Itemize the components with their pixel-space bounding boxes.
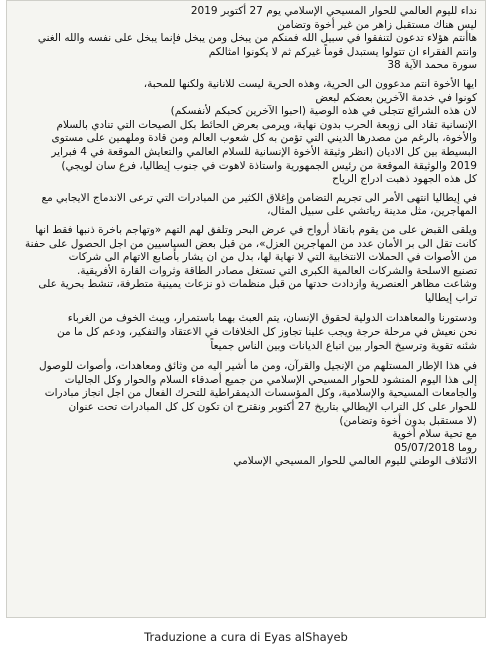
translation-credit: Traduzione a cura di Eyas alShayeb — [144, 630, 348, 644]
gospel-quote-line: لان هذه الشرائع تتجلى في هذه الوصية (احبوا الآخرين كحبكم لأنفسكم) — [170, 105, 477, 118]
body-line: في هذا الإطار المستلهم من الإنجيل والقرآن، ومن ما أشير اليه من وثائق ومعاهدات، وأصوات للوصول — [38, 360, 477, 373]
body-line: ويلقى القبض على من يقوم بانقاذ أرواح في عرض البحر وتلفق لهم التهم «وتهاجم باخرة ذنبها فقط انها — [35, 223, 477, 236]
body-line: والأخوة، بالرغم من مصدرها الديني التي تؤمن به كل شعوب العالم ومن قادة وملهمين على مستوى — [51, 132, 477, 145]
body-line: ودستورنا والمعاهدات الدولية لحقوق الإنسان، يتم العبث بهما باستمرار، ويبث الخوف من الغرباء — [67, 312, 477, 325]
body-line: تصنيع الاسلحة والشركات العالمية الكبرى التي تستغل مصادر الطاقة وثروات القارة الأفريقية. — [77, 264, 477, 277]
body-line: من الأصوات في الحملات الانتخابية التي لا نهاية لها، بدل من ان يشار بأصابع الاتهام الى شركات — [68, 251, 477, 264]
body-line: 2019 والوثيقة الموقعة من رئيس الجمهورية واستاذة لاهوت في جنوب إيطاليا، فرع سان لويجي) — [61, 159, 477, 172]
body-line: للحوار على كل التراب الإيطالي بتاريخ 27 أكتوبر ونقترح ان تكون كل كل المبادرات تحت عنوان — [68, 401, 477, 414]
body-line: كل هذه الجهود ذهبت ادراج الرياح — [332, 173, 477, 186]
body-line: والجامعات المسيحية والإسلامية، وكل المؤسسات الديمقراطية للتحرك الفعال من اجل انجاز مبادرات — [44, 387, 477, 400]
quran-quote-line: هاأنتم هؤلاء تدعون لتنفقوا في سبيل الله فمنكم من يبخل ومن يبخل فإنما يبخل على نفسه والله الغني — [37, 32, 477, 45]
body-line: البسيطة بين كل الاديان (انظر وثيقة الأخوة الإنسانية للسلام العالمي والتعايش الموقعة في 4 فبراير — [51, 145, 477, 158]
letter-subtitle: ليس هناك مستقبل زاهر من غير أخوة وتضامن — [277, 18, 477, 31]
date-line: روما 05/07/2018 — [394, 441, 477, 454]
scanned-letter — [6, 0, 486, 618]
letter-title: نداء لليوم العالمي للحوار المسيحي الإسلامي يوم 27 أكتوبر 2019 — [190, 5, 477, 17]
gospel-quote-line: كونوا في خدمة الآخرين بعضكم لبعض — [315, 91, 477, 104]
body-line: كانت تقل الى بر الأمان عدد من المهاجرين العزل»، من قبل بعض السياسيين من اجل الحصول على حفنة — [24, 237, 477, 250]
body-line: نحن نعيش في مرحلة حرجة ويجب علينا تجاوز كل الخلافات في الاعتقاد والتفكير، ودعم كل ما من — [57, 326, 477, 339]
body-line: إلى هذا اليوم المنشود للحوار المسيحي الإسلامي من جميع أصدقاء السلام والحوار وكل الجاليات — [64, 373, 477, 386]
body-line: وشاعت مظاهر العنصرية وازدادت حدتها من قبل منظمات ذو نزعات يمينية متطرفة، تنشط بحرية على — [38, 278, 477, 291]
quran-reference: سورة محمد الآية 38 — [387, 59, 477, 72]
body-line: الإنسانية تقاد الى زوبعة الحرب بدون نهاية، ويرمى بعرض الحائط بكل الصيحات التي تنادي بالسلام — [56, 118, 477, 131]
slogan-line: (لا مستقبل بدون أخوة وتضامن) — [339, 414, 477, 427]
quran-quote-line: وانتم الفقراء ان تتولوا يستبدل قوماً غيركم ثم لا يكونوا امثالكم — [208, 45, 477, 58]
greeting-line: مع تحية سلام أخوية — [392, 428, 477, 441]
signature-line: الائتلاف الوطني لليوم العالمي للحوار المسيحي الإسلامي — [233, 455, 477, 468]
body-line: تراب إيطاليا — [424, 291, 477, 304]
body-line: شئنه تقوية وترسيخ الحوار بين اتباع الديانات وبين الناس جميعاً — [210, 339, 477, 352]
gospel-quote-line: ايها الأخوة انتم مدعوون الى الحرية، وهذه الحرية ليست للانانية ولكنها للمحبة، — [143, 77, 477, 90]
body-line: في إيطاليا انتهى الأمر الى تجريم التضامن وإغلاق الكثير من المبادرات التي ترعى الاندماج الايجابي مع — [41, 191, 477, 204]
body-line: المهاجرين، مثل مدينة رياتشي على سبيل المثال، — [267, 205, 477, 218]
